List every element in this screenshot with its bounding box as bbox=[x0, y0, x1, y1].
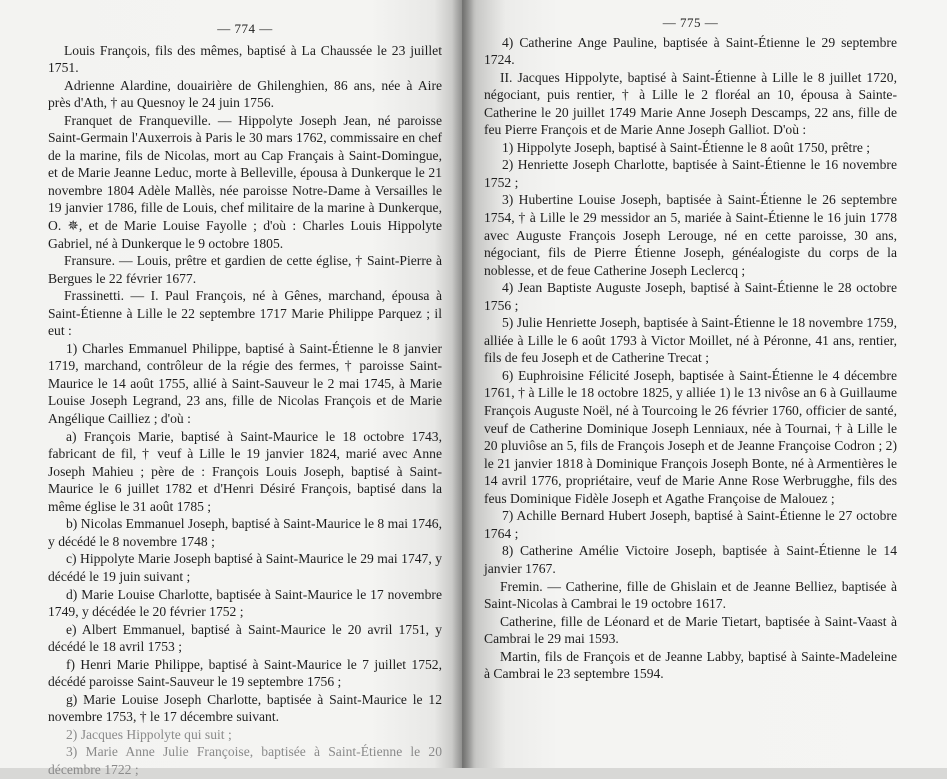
paragraph: 8) Catherine Amélie Victoire Joseph, baptisée à Saint-Étienne le 14 janvier 1767. bbox=[484, 543, 897, 576]
paragraph: g) Marie Louise Joseph Charlotte, baptisée à Saint-Maurice le 12 novembre 1753, † le 17 décembre suivant. bbox=[48, 691, 442, 725]
paragraph: Adrienne Alardine, douairière de Ghilenghien, 86 ans, née à Aire près d'Ath, † au Quesnoy le 24 juin 1756. bbox=[48, 77, 442, 111]
paragraph-fransure: Fransure. — Louis, prêtre et gardien de cette église, † Saint-Pierre à Bergues le 22 février 1677. bbox=[48, 253, 442, 286]
paragraph: 1) Charles Emmanuel Philippe, baptisé à Saint-Étienne le 8 janvier 1719, marchand, contrôleur de la régie des fermes, † paroisse Saint-Maurice le 14 août 1755, allié à Saint-Sauveur le 2 mai 1745, à Marie Louise Joseph Legrand, 23 ans, fille de Nicolas François et de Marie Angélique Cailliez ; d'où : bbox=[48, 340, 442, 427]
paragraph: 2) Jacques Hippolyte qui suit ; bbox=[66, 726, 232, 742]
paragraph: 4) Catherine Ange Pauline, baptisée à Saint-Étienne le 29 septembre 1724. bbox=[484, 34, 897, 68]
paragraph: c) Hippolyte Marie Joseph baptisé à Saint-Maurice le 29 mai 1747, y décédé le 19 juin suivant ; bbox=[48, 551, 442, 584]
paragraph-frassinetti: Frassinetti. — I. Paul François, né à Gênes, marchand, épousa à Saint-Étienne à Lille le 22 septembre 1717 Marie Philippe Parquez ; il eut : bbox=[48, 288, 442, 339]
paragraph: b) Nicolas Emmanuel Joseph, baptisé à Saint-Maurice le 8 mai 1746, y décédé le 8 novembre 1748 ; bbox=[48, 516, 442, 549]
paragraph: a) François Marie, baptisé à Saint-Maurice le 18 octobre 1743, fabricant de fil, † veuf à Lille le 19 janvier 1824, marié avec Anne Joseph Mahieu ; père de : François Louis Joseph, baptisé à Saint-Maurice le 6 juillet 1782 et d'Henri Désiré François, baptisé dans la même église le 31 août 1785 ; bbox=[48, 428, 442, 514]
paragraph: e) Albert Emmanuel, baptisé à Saint-Maurice le 20 avril 1751, y décédé le 18 avril 1753 ; bbox=[48, 621, 442, 655]
paragraph: Louis François, fils des mêmes, baptisé à La Chaussée le 23 juillet 1751. bbox=[48, 42, 442, 76]
paragraph: 6) Euphroisine Félicité Joseph, baptisée à Saint-Étienne le 4 décembre 1761, † à Lille le 18 octobre 1825, y alliée 1) le 13 nivôse an 6 à Guillaume François Auguste Noël, né à Tourcoing le 26 février 1760, officier de santé, veuf de Catherine Dominique Joseph Lenniaux, née à Tournai, † à Lille le 20 pluviôse an 5, fils de François Joseph et de Jeanne Françoise Codron ; 2) le 21 janvier 1818 à Dominique François Joseph Bonte, né à Armentières le 14 avril 1776, propriétaire, veuf de Marie Anne Rose Werbrugghe, fils des feus Dominique Fidèle Joseph et Agathe Françoise de Malouez ; bbox=[484, 367, 897, 506]
paragraph-fremin: Fremin. — Catherine, fille de Ghislain et de Jeanne Belliez, baptisée à Saint-Nicolas à Cambrai le 19 octobre 1617. bbox=[484, 578, 897, 612]
paragraph: f) Henri Marie Philippe, baptisé à Saint-Maurice le 7 juillet 1752, décédé paroisse Saint-Sauveur le 19 septembre 1756 ; bbox=[48, 656, 442, 690]
paragraph: 3) Marie Anne Julie Françoise, baptisée à Saint-Étienne le 20 décembre 1722 ; bbox=[48, 744, 442, 777]
paragraph-franquet: Franquet de Franqueville. — Hippolyte Joseph Jean, né paroisse Saint-Germain l'Auxerrois à Paris le 30 mars 1762, commissaire en chef de la marine, fils de Nicolas, mort au Cap Français à Saint-Domingue, et de Marie Jeanne Leduc, morte à Belleville, épousa à Dunkerque le 21 novembre 1804 Adèle Mallès, née paroisse Notre-Dame à Versailles le 19 janvier 1786, fille de Louis, chef militaire de la marine à Dunkerque, O. ✵, et de Marie Louise Fayolle ; d'où : Charles Louis Hippolyte Gabriel, né à Dunkerque le 9 octobre 1805. bbox=[48, 112, 442, 251]
paragraph: 3) Hubertine Louise Joseph, baptisée à Saint-Étienne le 26 septembre 1754, † à Lille le 29 messidor an 5, mariée à Saint-Étienne le 16 juin 1778 avec Auguste François Joseph Lerouge, né en cette paroisse, 30 ans, négociant, fils de Pierre Étienne Joseph, généalogiste du corps de la noblesse, et de feue Catherine Joseph Leclercq ; bbox=[484, 192, 897, 278]
page-number-774: — 774 — bbox=[217, 21, 273, 36]
paragraph: 1) Hippolyte Joseph, baptisé à Saint-Étienne le 8 août 1750, prêtre ; bbox=[502, 139, 871, 155]
paragraph: 4) Jean Baptiste Auguste Joseph, baptisé à Saint-Étienne le 28 octobre 1756 ; bbox=[484, 280, 897, 313]
paragraph: 2) Henriette Joseph Charlotte, baptisée à Saint-Étienne le 16 novembre 1752 ; bbox=[484, 157, 897, 190]
paragraph: 5) Julie Henriette Joseph, baptisée à Saint-Étienne le 18 novembre 1759, alliée à Lille le 6 août 1793 à Victor Moillet, né à Péronne, 41 ans, rentier, fils de feu Joseph et de Catherine Trecat ; bbox=[484, 315, 897, 366]
paragraph: Martin, fils de François et de Jeanne Labby, baptisé à Sainte-Madeleine à Cambrai le 23 septembre 1594. bbox=[484, 648, 897, 682]
right-page bbox=[462, 0, 947, 768]
paragraph: 7) Achille Bernard Hubert Joseph, baptisé à Saint-Étienne le 27 octobre 1764 ; bbox=[484, 508, 897, 541]
paragraph: II. Jacques Hippolyte, baptisé à Saint-Étienne à Lille le 8 juillet 1720, négociant, puis rentier, † à Lille le 2 floréal an 10, épousa à Sainte-Catherine le 20 juillet 1749 Marie Anne Joseph Descamps, 22 ans, fille de feu Pierre François et de Marie Anne Joseph Galliot. D'où : bbox=[484, 69, 897, 138]
page-number-775: — 775 — bbox=[662, 15, 719, 30]
paragraph: d) Marie Louise Charlotte, baptisée à Saint-Maurice le 17 novembre 1749, y décédée le 20 février 1752 ; bbox=[48, 586, 442, 620]
left-page bbox=[0, 0, 462, 777]
paragraph: Catherine, fille de Léonard et de Marie Tietart, baptisée à Saint-Vaast à Cambrai le 29 mai 1593. bbox=[484, 613, 897, 647]
